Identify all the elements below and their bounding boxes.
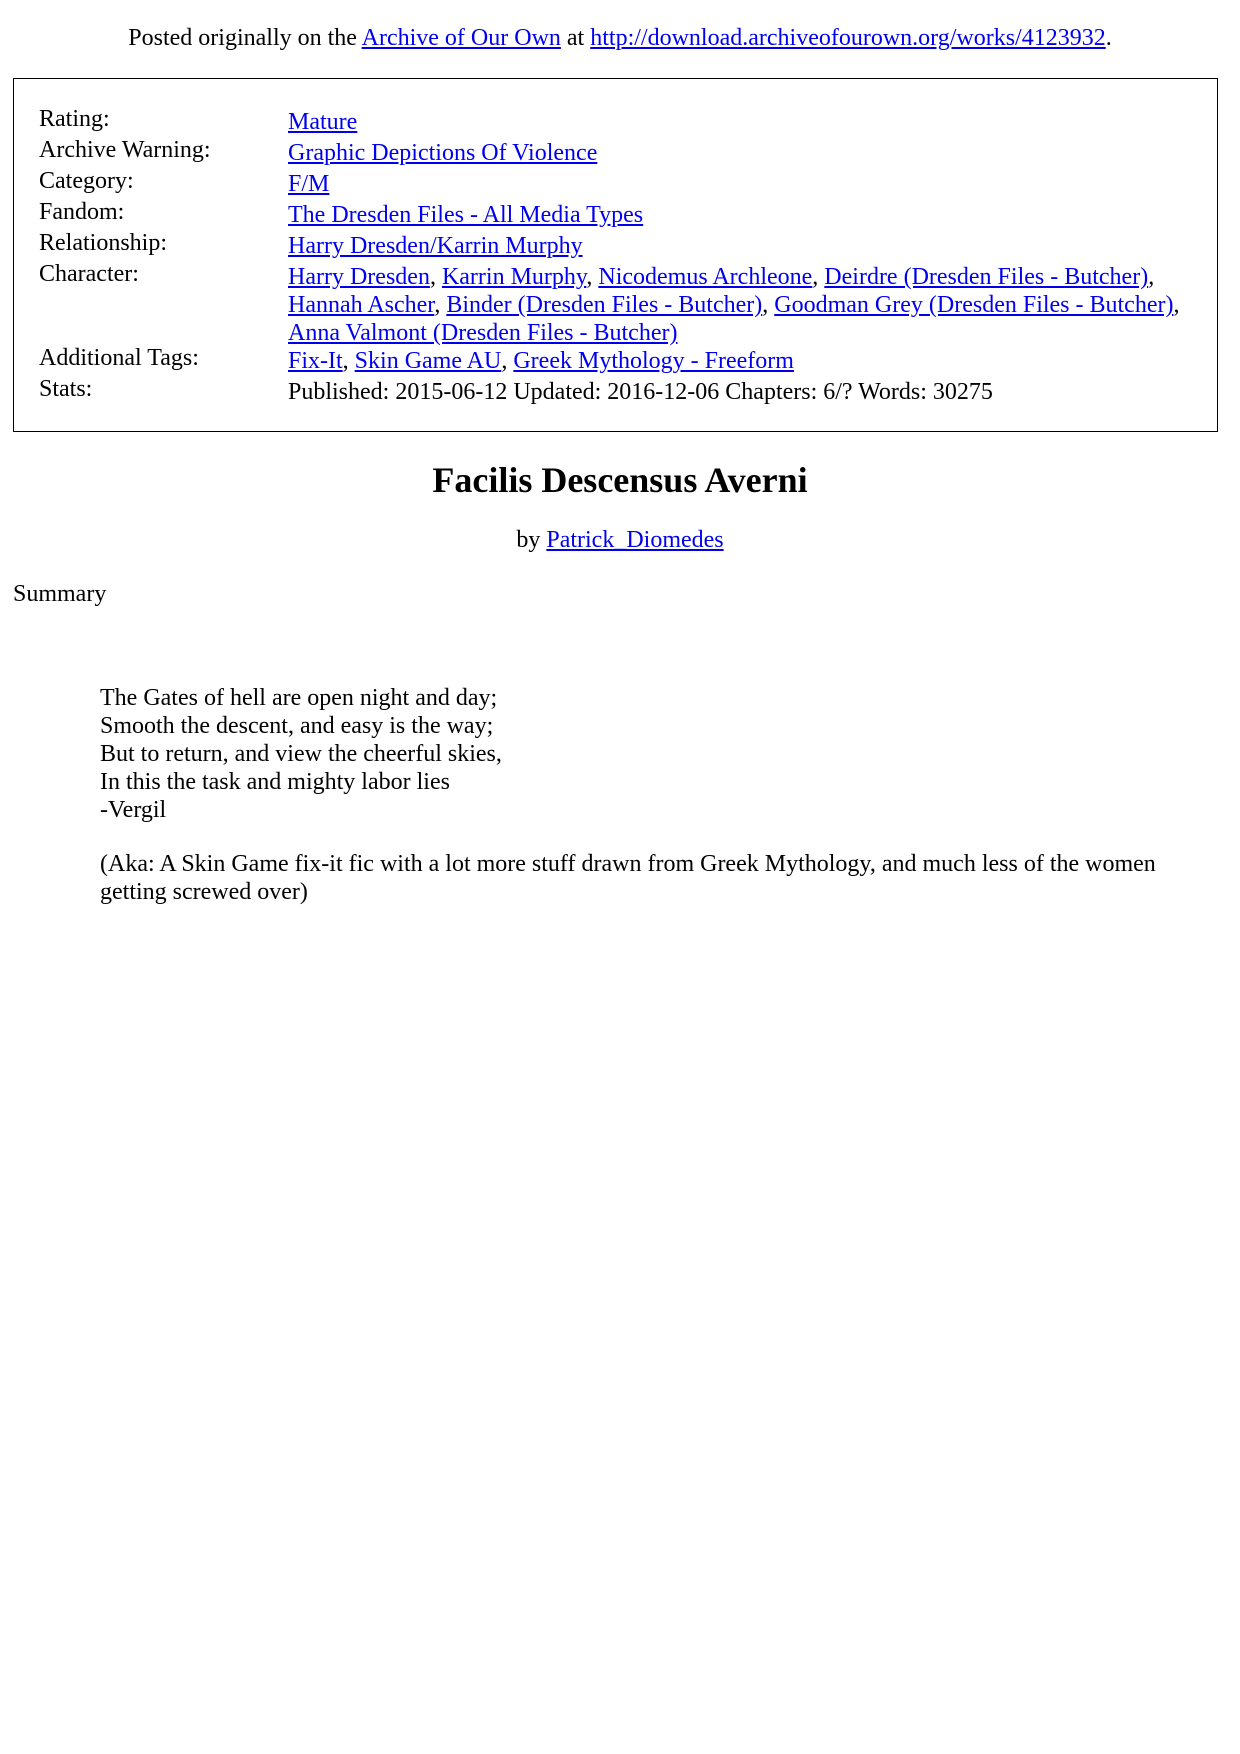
summary-poem [100,684,1140,824]
character-tag-link[interactable]: Anna Valmont (Dresden Files - Butcher) [288,320,678,346]
character-label: Character: [39,261,139,287]
additional-tags-label: Additional Tags: [39,345,199,371]
character-value: Harry Dresden, Karrin Murphy, Nicodemus Archleone, Deirdre (Dresden Files - Butcher), Hannah Ascher, Binder (Dresden Files - Butcher), Goodman Grey (Dresden Files - Butcher), Anna Valmont (Dresden Files - Butcher) [288,264,1180,346]
character-tag-link[interactable]: Nicodemus Archleone [598,264,813,290]
category-value [288,170,1198,198]
character-tag-link[interactable]: Hannah Ascher [288,292,435,318]
posted-middle: at [566,25,585,51]
character-tag-link[interactable]: Deirdre (Dresden Files - Butcher) [824,264,1149,290]
archive-warning-label: Archive Warning: [39,137,211,163]
additional-tags-value: Fix-It, Skin Game AU, Greek Mythology - Freeform [288,348,794,374]
posted-prefix: Posted originally on the [128,25,357,51]
category-tag-link[interactable]: F/M [288,171,330,197]
posted-originally-line [0,24,1240,52]
character-tag-link[interactable]: Goodman Grey (Dresden Files - Butcher) [774,292,1174,318]
relationship-tag-link[interactable]: Harry Dresden/Karrin Murphy [288,233,583,259]
poem-line: But to return, and view the cheerful skies, [100,741,502,767]
fandom-value [288,201,1198,229]
fandom-tag-link[interactable]: The Dresden Files - All Media Types [288,202,644,228]
posted-suffix: . [1105,25,1112,51]
summary-heading: Summary [13,581,107,607]
poem-line: In this the task and mighty labor lies [100,769,450,795]
rating-value [288,108,1198,136]
work-metadata-box [13,78,1218,432]
character-tag-link[interactable]: Karrin Murphy [441,264,587,290]
character-tag-link[interactable]: Binder (Dresden Files - Butcher) [446,292,763,318]
character-tag-link[interactable]: Harry Dresden [288,264,430,290]
poem-attribution: -Vergil [100,797,167,823]
warning-tag-link[interactable]: Graphic Depictions Of Violence [288,140,598,166]
poem-line: Smooth the descent, and easy is the way; [100,713,494,739]
additional-tag-link[interactable]: Greek Mythology - Freeform [513,348,794,374]
stats-value: Published: 2015-06-12 Updated: 2016-12-06 Chapters: 6/? Words: 30275 [288,379,993,405]
category-label: Category: [39,168,134,194]
additional-tag-link[interactable]: Fix-It [288,348,343,374]
additional-tag-link[interactable]: Skin Game AU [354,348,502,374]
work-title: Facilis Descensus Averni [432,460,808,500]
poem-line: The Gates of hell are open night and day; [100,685,498,711]
archive-warning-value [288,139,1198,167]
archive-of-our-own-link[interactable]: Archive of Our Own [361,25,561,51]
byline [0,526,1240,554]
author-link[interactable]: Patrick_Diomedes [546,527,724,553]
rating-label: Rating: [39,106,110,132]
summary-aka-note: (Aka: A Skin Game fix-it fic with a lot more stuff drawn from Greek Mythology, and much less of the women getting screwed over) [100,851,1156,905]
byline-prefix: by [516,527,541,553]
relationship-label: Relationship: [39,230,167,256]
relationship-value [288,232,1198,260]
fandom-label: Fandom: [39,199,125,225]
work-url-link[interactable]: http://download.archiveofourown.org/works/4123932 [590,25,1106,51]
stats-label: Stats: [39,376,93,402]
rating-tag-link[interactable]: Mature [288,109,358,135]
